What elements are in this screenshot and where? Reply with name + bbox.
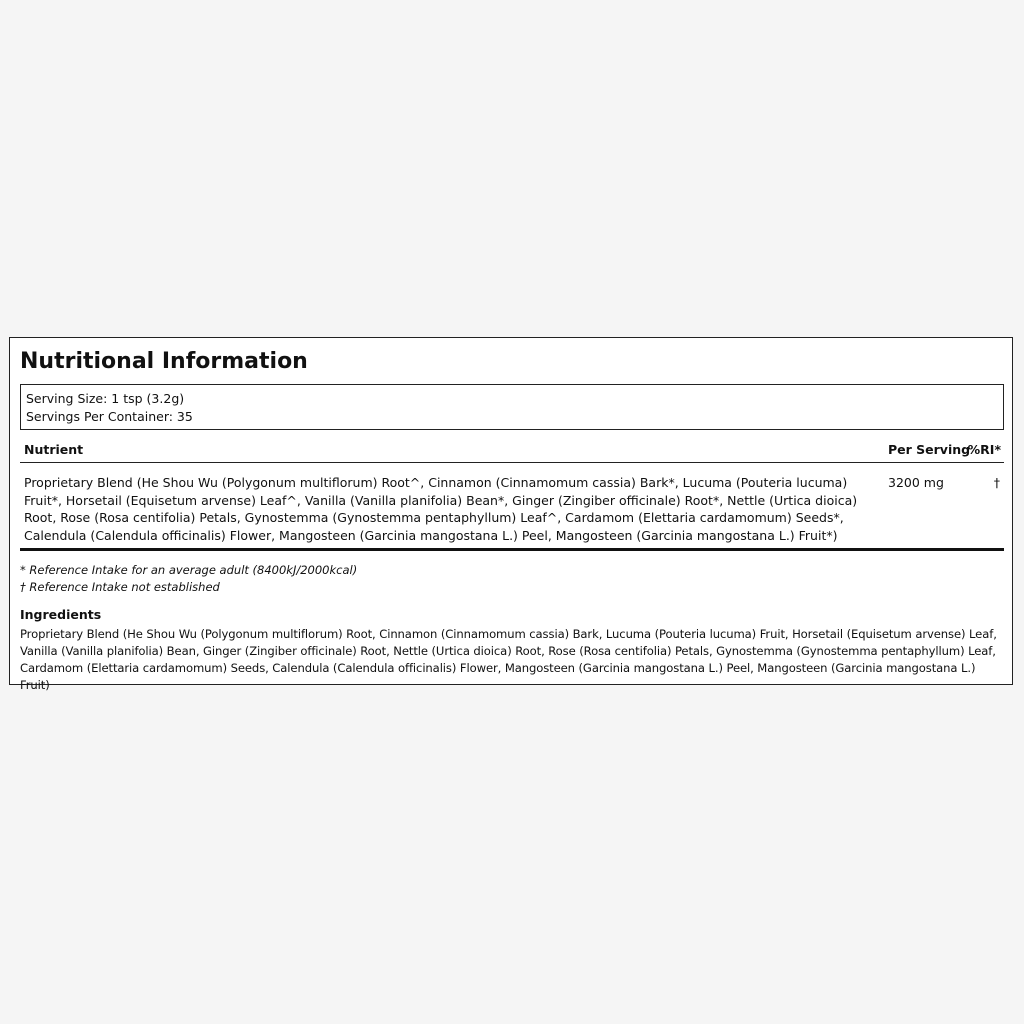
table-row-per-serving: 3200 mg <box>888 475 944 490</box>
column-header-ri: %RI* <box>967 442 1001 457</box>
footnotes <box>20 562 357 596</box>
column-header-nutrient: Nutrient <box>24 442 84 457</box>
serving-info-box <box>20 384 1004 430</box>
column-header-per-serving: Per Serving <box>888 442 971 457</box>
table-row-ri: † <box>993 475 1000 490</box>
footnote-reference-intake: * Reference Intake for an average adult (8400kJ/2000kcal) <box>20 563 358 577</box>
header-divider <box>20 462 1004 463</box>
table-row-nutrient: Proprietary Blend (He Shou Wu (Polygonum multiflorum) Root^, Cinnamon (Cinnamomum cassia) Bark*, Lucuma (Pouteria lucuma) Fruit*, Horsetail (Equisetum arvense) Leaf^, Vanilla (Vanilla planifolia) Bean*, Ginger (Zingiber officinale) Root*, Nettle (Urtica dioica) Root, Rose (Rosa centifolia) Petals, Gynostemma (Gynostemma pentaphyllum) Leaf^, Cardamom (Elettaria cardamomum) Seeds*, Calendula (Calendula officinalis) Flower, Mangosteen (Garcinia mangostana L.) Peel, Mangosteen (Garcinia mangostana L.) Fruit*) <box>24 475 858 544</box>
nutrient-table <box>20 440 1004 551</box>
ingredients-heading: Ingredients <box>20 607 102 622</box>
serving-size: Serving Size: 1 tsp (3.2g) <box>26 391 185 406</box>
ingredients-text: Proprietary Blend (He Shou Wu (Polygonum multiflorum) Root, Cinnamon (Cinnamomum cassia) Bark, Lucuma (Pouteria lucuma) Fruit, Horsetail (Equisetum arvense) Leaf, Vanilla (Vanilla planifolia) Bean, Ginger (Zingiber officinale) Root, Nettle (Urtica dioica) Root, Rose (Rosa centifolia) Petals, Gynostemma (Gynostemma pentaphyllum) Leaf, Cardamom (Elettaria cardamomum) Seeds, Calendula (Calendula officinalis) Flower, Mangosteen (Garcinia mangostana L.) Peel, Mangosteen (Garcinia mangostana L.) Fruit) <box>20 627 997 692</box>
servings-per-container: Servings Per Container: 35 <box>26 408 193 424</box>
panel-title: Nutritional Information <box>20 349 308 374</box>
footnote-not-established: † Reference Intake not established <box>20 580 220 594</box>
nutrition-panel <box>9 337 1013 692</box>
